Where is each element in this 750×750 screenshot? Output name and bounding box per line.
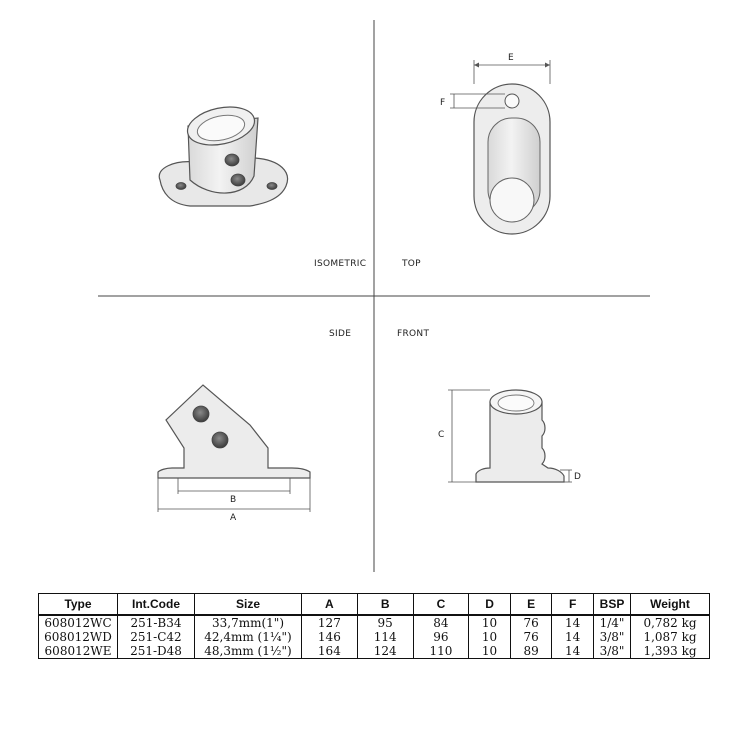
- table-row: [39, 615, 710, 630]
- cell-a: 127: [302, 615, 358, 630]
- cell-a: 164: [302, 644, 358, 659]
- cell-e: 76: [510, 615, 552, 630]
- col-header-d: D: [469, 594, 511, 616]
- cell-f: 14: [552, 644, 594, 659]
- top-view: [440, 53, 550, 234]
- cell-d: 10: [469, 615, 511, 630]
- side-view: [158, 385, 310, 523]
- cell-c: 110: [413, 644, 469, 659]
- cell-bsp: 1/4": [594, 615, 631, 630]
- col-header-bsp: BSP: [594, 594, 631, 616]
- cell-int-code: 251-C42: [118, 630, 195, 644]
- col-header-size: Size: [195, 594, 302, 616]
- dim-label-b: B: [230, 495, 237, 505]
- col-header-int-code: Int.Code: [118, 594, 195, 616]
- view-label-isometric: ISOMETRIC: [314, 259, 367, 269]
- col-header-b: B: [357, 594, 413, 616]
- cell-bsp: 3/8": [594, 644, 631, 659]
- cell-weight: 1,087 kg: [631, 630, 710, 644]
- col-header-f: F: [552, 594, 594, 616]
- cell-type: 608012WC: [39, 615, 118, 630]
- col-header-e: E: [510, 594, 552, 616]
- col-header-a: A: [302, 594, 358, 616]
- cell-c: 96: [413, 630, 469, 644]
- dim-label-e: E: [508, 53, 514, 63]
- cell-c: 84: [413, 615, 469, 630]
- cell-int-code: 251-B34: [118, 615, 195, 630]
- isometric-view: [159, 101, 287, 206]
- cell-weight: 1,393 kg: [631, 644, 710, 659]
- cell-b: 124: [357, 644, 413, 659]
- cell-e: 76: [510, 630, 552, 644]
- cell-size: 48,3mm (1½"): [195, 644, 302, 659]
- table-row: [39, 630, 710, 644]
- spec-table: [38, 593, 710, 659]
- cell-int-code: 251-D48: [118, 644, 195, 659]
- cell-e: 89: [510, 644, 552, 659]
- dim-label-f: F: [440, 98, 446, 108]
- cell-size: 33,7mm(1"): [195, 615, 302, 630]
- col-header-weight: Weight: [631, 594, 710, 616]
- col-header-type: Type: [39, 594, 118, 616]
- cell-b: 95: [357, 615, 413, 630]
- view-label-side: SIDE: [329, 329, 352, 339]
- cell-weight: 0,782 kg: [631, 615, 710, 630]
- cell-type: 608012WE: [39, 644, 118, 659]
- view-label-top: TOP: [402, 259, 421, 269]
- dim-label-a: A: [230, 513, 237, 523]
- cell-size: 42,4mm (1¼"): [195, 630, 302, 644]
- cell-d: 10: [469, 630, 511, 644]
- col-header-c: C: [413, 594, 469, 616]
- cell-b: 114: [357, 630, 413, 644]
- spec-table-header-row: [39, 594, 710, 616]
- cell-bsp: 3/8": [594, 630, 631, 644]
- cell-d: 10: [469, 644, 511, 659]
- front-view: [438, 390, 581, 482]
- cell-a: 146: [302, 630, 358, 644]
- dim-label-c: C: [438, 430, 445, 440]
- cell-type: 608012WD: [39, 630, 118, 644]
- dim-label-d: D: [574, 472, 581, 482]
- table-row: [39, 644, 710, 659]
- view-label-front: FRONT: [397, 329, 430, 339]
- cell-f: 14: [552, 615, 594, 630]
- cell-f: 14: [552, 630, 594, 644]
